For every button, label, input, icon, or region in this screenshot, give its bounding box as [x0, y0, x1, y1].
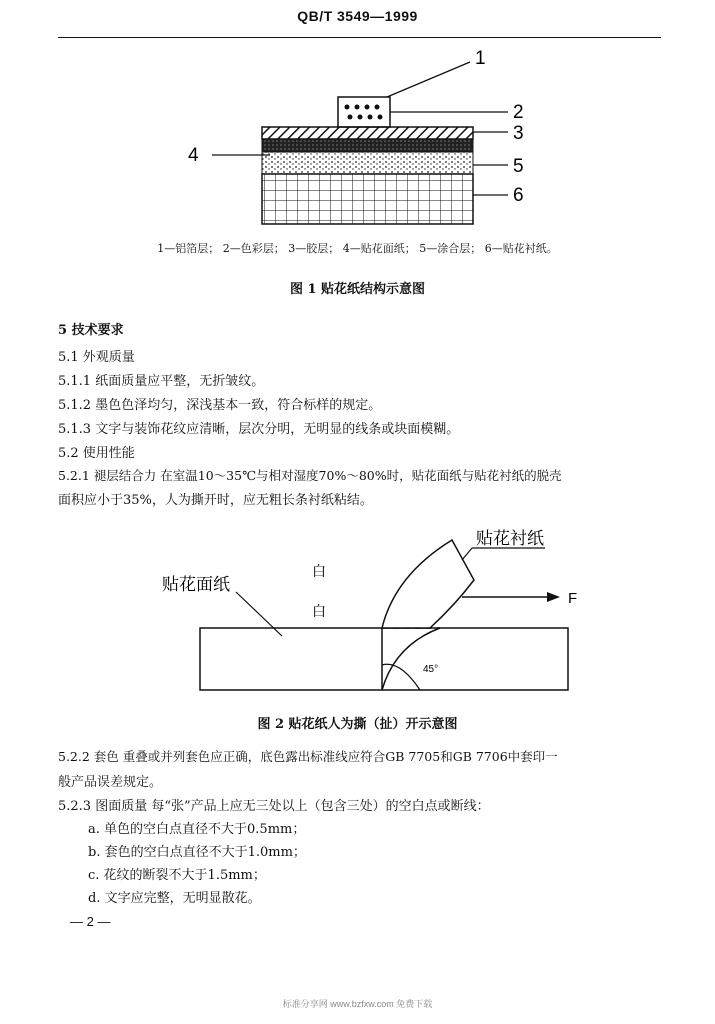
fig1-label-1: 1	[475, 48, 486, 69]
section-5-1-2: 5.1.2 墨色色泽均匀，深浅基本一致，符合标样的规定。	[58, 398, 382, 413]
fig1-label-4: 4	[188, 145, 199, 166]
glue-layer	[262, 127, 473, 139]
standard-code: QB/T 3549—1999	[297, 8, 418, 24]
section-5-1-1: 5.1.1 纸面质量应平整，无折皱纹。	[58, 374, 265, 389]
list-item: d. 文字应完整，无明显散花。	[88, 891, 261, 906]
fig2-label-white-2: 白	[312, 604, 326, 620]
face-paper-layer	[262, 139, 473, 152]
figure-2-caption: 图 2 贴花纸人为撕（扯）开示意图	[257, 717, 458, 732]
list-item: a. 单色的空白点直径不大于0.5mm；	[88, 822, 306, 837]
figure-1-diagram	[188, 48, 524, 224]
fig1-label-3: 3	[513, 123, 524, 144]
section-5-2-2-line1: 5.2.2 套色 重叠或并列套色应正确，底色露出标准线应符合GB 7705和GB 7706中套印一	[58, 749, 558, 764]
fig1-label-6: 6	[513, 185, 524, 206]
aluminum-foil-layer	[338, 97, 390, 127]
section-5-1: 5.1 外观质量	[58, 350, 135, 365]
peeled-backing-strip	[382, 540, 474, 628]
face-paper-strip	[200, 628, 568, 690]
fig2-label-face-paper: 贴花面纸	[162, 575, 230, 595]
section-5-2-1-line1: 5.2.1 褪层结合力 在室温10～35℃与相对湿度70%～80%时，贴花面纸与贴花衬纸的脱壳	[58, 468, 562, 483]
fig2-label-backing-paper: 贴花衬纸	[476, 529, 544, 549]
list-item: b. 套色的空白点直径不大于1.0mm；	[88, 845, 306, 860]
figure-1-caption: 图 1 贴花纸结构示意图	[289, 282, 426, 297]
fig2-label-force: F	[568, 590, 578, 607]
page-number: — 2 —	[70, 914, 111, 929]
section-5-2: 5.2 使用性能	[58, 446, 135, 461]
figure-2-diagram	[162, 529, 577, 690]
section-5-2-2-line2: 般产品误差规定。	[58, 775, 163, 790]
fig2-label-white-1: 白	[312, 564, 326, 580]
coating-layer	[262, 152, 473, 174]
section-5-title: 5 技术要求	[58, 323, 124, 338]
figure-1-legend: 1—铝箔层； 2—色彩层； 3—胶层； 4—贴花面纸； 5—涂合层； 6—贴花衬纸。	[157, 242, 558, 255]
section-5-1-3: 5.1.3 文字与装饰花纹应清晰，层次分明，无明显的线条或块面模糊。	[58, 422, 460, 437]
fig1-label-2: 2	[513, 102, 524, 123]
section-5-2-1-line2: 面积应小于35%，人为撕开时，应无粗长条衬纸粘结。	[58, 493, 373, 508]
backing-paper-layer	[262, 174, 473, 224]
section-5-2-3-title: 5.2.3 图面质量 每“张”产品上应无三处以上（包含三处）的空白点或断线：	[58, 799, 490, 814]
footer-watermark: 标准分享网 www.bzfxw.com 免费下载	[282, 999, 433, 1009]
list-item: c. 花纹的断裂不大于1.5mm；	[88, 868, 266, 883]
fig2-label-angle: 45°	[423, 664, 439, 675]
fig1-label-5: 5	[513, 156, 524, 177]
